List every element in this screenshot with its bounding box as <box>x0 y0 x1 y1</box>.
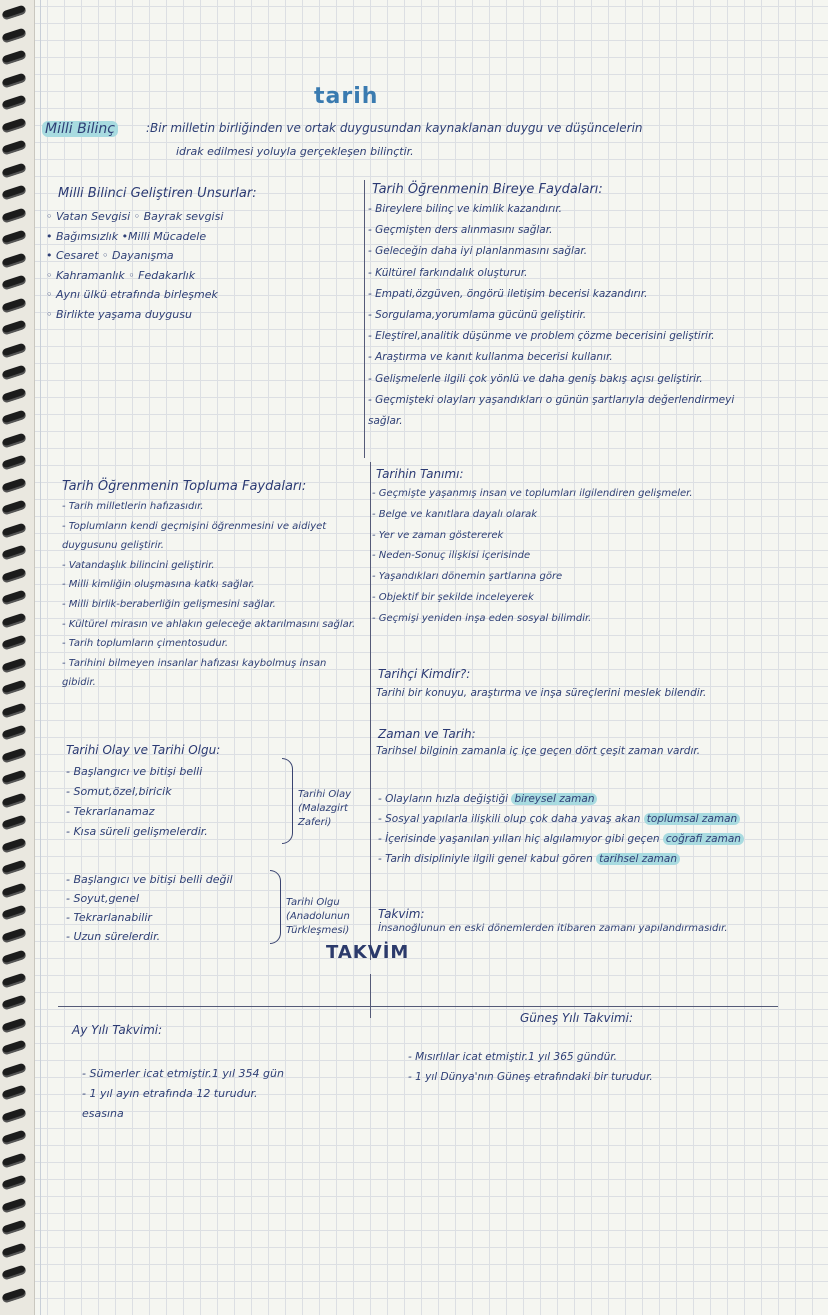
highlight: coğrafi zaman <box>663 833 744 845</box>
list-item: - Sorgulama,yorumlama gücünü geliştirir. <box>368 309 587 321</box>
spiral-ring <box>1 905 27 921</box>
unsurlar-heading: Milli Bilinci Geliştiren Unsurlar: <box>58 186 257 201</box>
list-item: • Cesaret ◦ Dayanışma <box>46 249 174 262</box>
list-item: - Somut,özel,biricik <box>66 785 172 798</box>
list-item: - Toplumların kendi geçmişini öğrenmesini ve aidiyet <box>62 520 327 532</box>
spiral-ring <box>1 72 27 88</box>
spiral-ring <box>1 590 27 606</box>
highlight: bireysel zaman <box>511 793 597 805</box>
list-item: - Vatandaşlık bilincini geliştirir. <box>62 559 215 571</box>
spiral-ring <box>1 522 27 538</box>
milli-bilinc-line2: idrak edilmesi yoluyla gerçekleşen bilinçtir. <box>176 145 414 158</box>
list-item: duygusunu geliştirir. <box>62 540 164 552</box>
list-item: - Kısa süreli gelişmelerdir. <box>66 825 208 838</box>
list-item: gibidir. <box>62 677 96 689</box>
spiral-ring <box>1 1175 27 1191</box>
spiral-ring <box>1 972 27 988</box>
list-item: - Belge ve kanıtlara dayalı olarak <box>372 508 538 520</box>
spiral-ring <box>1 545 27 561</box>
kimdir-heading: Tarihçi Kimdir?: <box>378 667 471 681</box>
zaman-text: Tarihsel bilginin zamanla iç içe geçen dört çeşit zaman vardır. <box>376 745 701 757</box>
list-item: - Tekrarlanamaz <box>66 805 155 818</box>
list-item: - Tarihini bilmeyen insanlar hafızası kaybolmuş insan <box>62 657 327 669</box>
spiral-ring <box>1 342 27 358</box>
spiral-ring <box>1 500 27 516</box>
label-line: Tarihi Olay <box>298 789 352 800</box>
takvim-def-heading: Takvim: <box>378 907 425 921</box>
list-item: - Milli birlik-beraberliğin gelişmesini sağlar. <box>62 599 276 610</box>
spiral-ring <box>1 275 27 291</box>
spiral-ring <box>1 1287 27 1303</box>
spiral-ring <box>1 1242 27 1258</box>
spiral-ring <box>1 635 27 651</box>
spiral-ring <box>1 657 27 673</box>
spiral-ring <box>1 725 27 741</box>
spiral-ring <box>1 320 27 336</box>
kimdir-text: Tarihi bir konuyu, araştırma ve inşa süreçlerini meslek bilendir. <box>376 687 707 699</box>
spiral-ring <box>1 1265 27 1281</box>
list-item: - Geçmişten ders alınmasını sağlar. <box>368 224 553 237</box>
list-item: - Gelişmelerle ilgili çok yönlü ve daha geniş bakış açısı geliştirir. <box>368 372 703 385</box>
spiral-ring <box>1 230 27 246</box>
list-item: - Yaşandıkları dönemin şartlarına göre <box>372 571 563 583</box>
list-item: - Tarih toplumların çimentosudur. <box>62 638 229 650</box>
spiral-ring <box>1 455 27 471</box>
list-item <box>378 814 740 825</box>
spiral-ring <box>1 1085 27 1101</box>
list-item: • Bağımsızlık •Milli Mücadele <box>46 229 207 243</box>
birey-heading: Tarih Öğrenmenin Bireye Faydaları: <box>372 182 603 197</box>
list-item: esasına <box>82 1107 124 1120</box>
spiral-ring <box>1 702 27 718</box>
spiral-ring <box>1 477 27 493</box>
list-item <box>378 854 680 865</box>
spiral-ring <box>1 140 27 156</box>
list-item: ◦ Birlikte yaşama duygusu <box>46 307 192 321</box>
list-item: sağlar. <box>368 415 403 427</box>
spiral-ring <box>1 612 27 628</box>
spiral-ring <box>1 860 27 876</box>
spiral-ring <box>1 882 27 898</box>
label-line: Zaferi) <box>298 817 332 828</box>
list-item: ◦ Vatan Sevgisi ◦ Bayrak sevgisi <box>46 210 224 223</box>
list-item: - 1 yıl ayın etrafında 12 turudur. <box>82 1087 258 1100</box>
spiral-ring <box>1 1040 27 1056</box>
spiral-ring <box>1 927 27 943</box>
list-item: - Mısırlılar icat etmiştir.1 yıl 365 gündür. <box>408 1051 617 1063</box>
list-item: - Geçmişi yeniden inşa eden sosyal bilimdir. <box>372 612 592 624</box>
tanim-heading: Tarihin Tanımı: <box>376 467 464 481</box>
divider-lower <box>370 462 371 960</box>
spiral-ring <box>1 1152 27 1168</box>
ay-heading: Ay Yılı Takvimi: <box>72 1023 163 1037</box>
highlight: tarihsel zaman <box>596 853 680 865</box>
list-item: - Objektif bir şekilde inceleyerek <box>372 592 534 603</box>
takvim-stem <box>370 974 371 1018</box>
list-item: - Geleceğin daha iyi planlanmasını sağlar. <box>368 245 588 258</box>
spiral-ring <box>1 365 27 381</box>
milli-bilinc-label: Milli Bilinç <box>42 122 118 136</box>
spiral-ring <box>1 252 27 268</box>
list-item <box>378 794 597 805</box>
spiral-ring <box>1 1017 27 1033</box>
item-text: - Sosyal yapılarla ilişkili olup çok daha yavaş akan <box>378 813 644 825</box>
list-item: - Geçmişteki olayları yaşandıkları o günün şartlarıyla değerlendirmeyi <box>368 393 735 406</box>
list-item: - Sümerler icat etmiştir.1 yıl 354 gün <box>82 1067 284 1080</box>
list-item: ◦ Aynı ülkü etrafında birleşmek <box>46 288 218 301</box>
takvim-def-text: İnsanoğlunun en eski dönemlerden itibaren zamanı yapılandırmasıdır. <box>378 923 728 934</box>
item-text: - Olayların hızla değiştiği <box>378 793 512 805</box>
spiral-ring <box>1 815 27 831</box>
gunes-heading: Güneş Yılı Takvimi: <box>520 1011 633 1025</box>
list-item: - Eleştirel,analitik düşünme ve problem çözme becerisini geliştirir. <box>368 330 715 343</box>
list-item: - Başlangıcı ve bitişi belli <box>66 765 203 778</box>
label-line: (Anadolunun <box>286 911 350 922</box>
spiral-ring <box>1 207 27 223</box>
list-item: - Empati,özgüven, öngörü iletişim becerisi kazandırır. <box>368 287 648 300</box>
list-item: - Başlangıcı ve bitişi belli değil <box>66 873 233 886</box>
spiral-ring <box>1 770 27 786</box>
label-line: Türkleşmesi) <box>286 925 350 936</box>
takvim-heading: TAKVİM <box>326 942 410 963</box>
list-item: - Yer ve zaman göstererek <box>372 529 504 541</box>
takvim-line <box>58 1006 778 1007</box>
list-item: - Uzun sürelerdir. <box>66 930 161 943</box>
list-item: - Bireylere bilinç ve kimlik kazandırır. <box>368 203 563 215</box>
list-item: - Tekrarlanabilir <box>66 911 152 924</box>
spiral-ring <box>1 410 27 426</box>
list-item: - Araştırma ve kanıt kullanma becerisi kullanır. <box>368 351 613 364</box>
list-item: - Milli kimliğin oluşmasına katkı sağlar. <box>62 579 255 591</box>
item-text: - İçerisinde yaşanılan yılları hiç algılamıyor gibi geçen <box>378 833 663 845</box>
item-text: - Tarih disipliniyle ilgili genel kabul gören <box>378 853 597 865</box>
list-item <box>378 834 744 845</box>
spiral-ring <box>1 680 27 696</box>
margin-line <box>40 0 41 1315</box>
spiral-ring <box>1 432 27 448</box>
brace-2 <box>270 870 281 944</box>
spiral-ring <box>1 1130 27 1146</box>
spiral-ring <box>1 1107 27 1123</box>
spiral-ring <box>1 27 27 43</box>
spiral-ring <box>1 5 27 21</box>
milli-bilinc-line1: :Bir milletin birliğinden ve ortak duygusundan kaynaklanan duygu ve düşüncelerin <box>146 121 643 135</box>
page-title: tarih <box>314 84 379 109</box>
list-item: - Kültürel mirasın ve ahlakın geleceğe aktarılmasını sağlar. <box>62 618 356 630</box>
spiral-ring <box>1 185 27 201</box>
spiral-ring <box>1 50 27 66</box>
spiral-ring <box>1 95 27 111</box>
spiral-ring <box>1 995 27 1011</box>
toplum-heading: Tarih Öğrenmenin Topluma Faydaları: <box>62 479 307 494</box>
spiral-ring <box>1 1220 27 1236</box>
list-item: - Soyut,genel <box>66 892 140 905</box>
spiral-ring <box>1 837 27 853</box>
list-item: - Geçmişte yaşanmış insan ve toplumları ilgilendiren gelişmeler. <box>372 488 693 499</box>
list-item: ◦ Kahramanlık ◦ Fedakarlık <box>46 268 196 282</box>
spiral-ring <box>1 297 27 313</box>
list-item: - Tarih milletlerin hafızasıdır. <box>62 501 204 512</box>
spiral-ring <box>1 950 27 966</box>
brace-1 <box>282 758 293 844</box>
spiral-ring <box>1 387 27 403</box>
spiral-ring <box>1 162 27 178</box>
label-line: Tarihi Olgu <box>286 897 340 908</box>
spiral-binding <box>0 0 35 1315</box>
spiral-ring <box>1 567 27 583</box>
spiral-ring <box>1 1062 27 1078</box>
spiral-ring <box>1 747 27 763</box>
zaman-heading: Zaman ve Tarih: <box>378 727 476 741</box>
spiral-ring <box>1 792 27 808</box>
list-item: - 1 yıl Dünya'nın Güneş etrafındaki bir turudur. <box>408 1071 653 1083</box>
spiral-ring <box>1 1197 27 1213</box>
list-item: - Kültürel farkındalık oluşturur. <box>368 266 528 279</box>
label-line: (Malazgirt <box>298 803 348 814</box>
olay-heading: Tarihi Olay ve Tarihi Olgu: <box>66 743 221 757</box>
highlight: toplumsal zaman <box>644 813 740 825</box>
spiral-ring <box>1 117 27 133</box>
divider-upper <box>364 180 365 458</box>
list-item: - Neden-Sonuç ilişkisi içerisinde <box>372 550 531 562</box>
